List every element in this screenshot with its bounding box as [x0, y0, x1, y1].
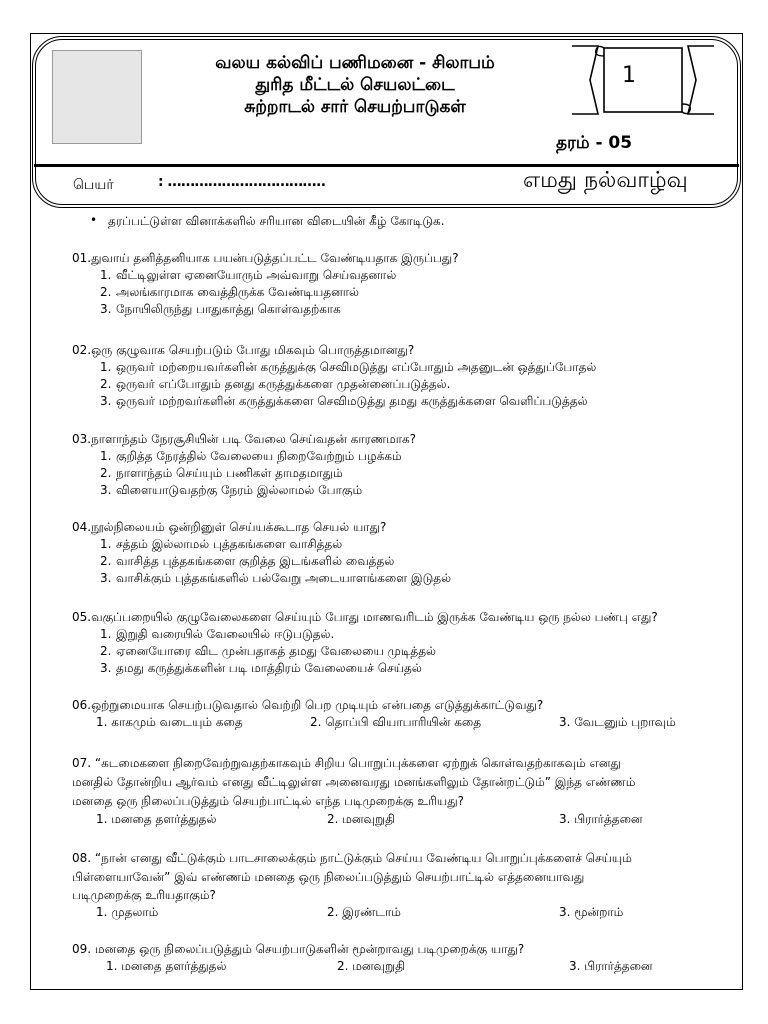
question-4: [72, 519, 758, 587]
option-3[interactable]: 3. நோயிலிருந்து பாதுகாத்து கொள்வதற்காக: [100, 302, 341, 316]
header-titles: [190, 52, 520, 118]
question-stem: 01.துவாய் தனித்தனியாக பயன்படுத்தப்பட்ட வேண்டியதாக இருப்பது?: [72, 251, 459, 265]
options-row: [72, 904, 758, 921]
question-line: மனதில் தோன்றிய ஆர்வம் எனது வீட்டிலுள்ள அனைவரது மனங்களிலும் தோன்றட்டும்” இந்த எண்ணம்: [72, 775, 636, 789]
options-row: [72, 714, 758, 731]
option-1[interactable]: 1. சத்தம் இல்லாமல் புத்தகங்களை வாசித்தல்: [100, 537, 343, 551]
option-1[interactable]: 1. வீட்டிலுள்ள ஏனையோரும் அவ்வாறு செய்வதனால்: [100, 268, 397, 282]
sheet-number: 1: [622, 63, 636, 88]
question-line: படிமுறைக்கு உரியதாகும்?: [72, 888, 216, 902]
question-stem: 02.ஒரு குழுவாக செயற்படும் போது மிகவும் பொருத்தமானது?: [72, 343, 415, 357]
name-label: பெயர்: [73, 177, 114, 193]
question-stem: 09. மனதை ஒரு நிலைப்படுத்தும் செயற்பாடுகளின் மூன்றாவது படிமுறைக்கு யாது?: [72, 942, 525, 956]
option-2[interactable]: 2. நாளாந்தம் செய்யும் பணிகள் தாமதமாதும்: [100, 466, 343, 480]
question-stem: 04.நூல்நிலையம் ஒன்றினுள் செய்யக்கூடாத செயல் யாது?: [72, 520, 387, 534]
question-stem: 06.ஒற்றுமையாக செயற்படுவதால் வெற்றி பெற முடியும் என்பதை எடுத்துக்காட்டுவது?: [72, 698, 544, 712]
option-2[interactable]: 2. ஒருவர் எப்போதும் தனது கருத்துக்களை முதன்னைப்படுத்தல்.: [100, 377, 451, 391]
option-2[interactable]: 2. மனவுறுதி: [337, 959, 405, 973]
option-2[interactable]: 2. அலங்காரமாக வைத்திருக்க வேண்டியதனால்: [100, 285, 359, 299]
option-2[interactable]: 2. மனவுறுதி: [327, 812, 395, 826]
title-line-2: துரித மீட்டல் செயலட்டை: [255, 75, 455, 95]
grade-label: தரம் - 05: [556, 133, 633, 153]
option-2[interactable]: 2. இரண்டாம்: [327, 905, 401, 919]
bullet-icon: •: [90, 213, 98, 227]
question-2: [72, 342, 758, 410]
option-1[interactable]: 1. இறுதி வரையில் வேலையில் ஈடுபடுதல்.: [100, 627, 335, 641]
option-3[interactable]: 3. பிரார்த்தனை: [559, 812, 643, 826]
option-2[interactable]: 2. தொப்பி வியாபாரியின் கதை: [310, 715, 482, 729]
instruction: [90, 213, 445, 230]
motto-text: எமது நல்வாழ்வு: [523, 168, 688, 193]
options-row: [72, 811, 758, 828]
option-1[interactable]: 1. காகமும் வடையும் கதை: [96, 715, 243, 729]
question-7: [72, 754, 758, 828]
option-1[interactable]: 1. மனதை தளர்த்துதல்: [96, 812, 217, 826]
option-1[interactable]: 1. முதலாம்: [96, 905, 159, 919]
option-3[interactable]: 3. மூன்றாம்: [559, 905, 624, 919]
question-stem: 03.நாளாந்தம் நேரசூசியின் படி வேலை செய்வதன் காரணமாக?: [72, 432, 417, 446]
option-3[interactable]: 3. தமது கருத்துக்களின் படி மாத்திரம் வேலையைச் செய்தல்: [100, 661, 422, 675]
option-3[interactable]: 3. விளையாடுவதற்கு நேரம் இல்லாமல் போகும்: [100, 483, 363, 497]
option-2[interactable]: 2. வாசித்த புத்தகங்களை குறித்த இடங்களில் வைத்தல்: [100, 554, 395, 568]
options-row: [72, 958, 758, 975]
header-divider: [34, 164, 739, 167]
question-line: மனதை ஒரு நிலைப்படுத்தும் செயற்பாட்டில் எந்த படிமுறைக்கு உரியது?: [72, 794, 464, 808]
question-line: 07. “கடமைகளை நிறைவேற்றுவதற்காகவும் சிறிய பொறுப்புக்களை ஏற்றுக் கொள்வதற்காகவும் எனது: [72, 756, 621, 770]
question-8: [72, 849, 758, 921]
option-3[interactable]: 3. ஒருவர் மற்றவர்களின் கருத்துக்களை செவிமடுத்து தமது கருத்துக்களை வெளிப்படுத்தல்: [100, 394, 588, 408]
question-line: 08. “நான் எனது வீட்டுக்கும் பாடசாலைக்கும் நாட்டுக்கும் செய்ய வேண்டிய பொறுப்புக்களைச் செய்யும்: [72, 851, 632, 865]
question-9: [72, 941, 758, 975]
question-line: பிள்ளையாவேன்” இவ் எண்ணம் மனதை ஒரு நிலைப்படுத்தும் செயற்பாட்டில் எத்தனையாவது: [72, 870, 585, 884]
option-1[interactable]: 1. மனதை தளர்த்துதல்: [106, 959, 227, 973]
scroll-emblem: [568, 42, 718, 118]
instruction-text: தரப்பட்டுள்ள வினாக்களில் சரியான விடையின் கீழ் கோடிடுக.: [108, 214, 445, 228]
title-line-3: சுற்றாடல் சார் செயற்பாடுகள்: [244, 97, 466, 117]
title-line-1: வலய கல்விப் பணிமனை - சிலாபம்: [215, 53, 495, 73]
climbing-student-logo: [52, 50, 142, 144]
option-3[interactable]: 3. பிரார்த்தனை: [569, 959, 653, 973]
name-field[interactable]: : ……………………………..: [158, 174, 326, 190]
question-stem: 05.வகுப்பறையில் குழுவேலைகளை செய்யும் போது மாணவரிடம் இருக்க வேண்டிய ஒரு நல்ல பண்பு எது?: [72, 610, 658, 624]
question-3: [72, 431, 758, 499]
question-1: [72, 250, 758, 318]
option-3[interactable]: 3. வேடனும் புறாவும்: [559, 715, 676, 729]
question-6: [72, 697, 758, 731]
option-1[interactable]: 1. குறித்த நேரத்தில் வேலையை நிறைவேற்றும் பழக்கம்: [100, 449, 402, 463]
option-3[interactable]: 3. வாசிக்கும் புத்தகங்களில் பல்வேறு அடையாளங்களை இடுதல்: [100, 571, 452, 585]
option-1[interactable]: 1. ஒருவர் மற்றையவர்களின் கருத்துக்கு செவிமடுத்து எப்போதும் அதனுடன் ஒத்துப்போதல்: [100, 360, 597, 374]
question-5: [72, 609, 758, 677]
option-2[interactable]: 2. ஏனையோரை விட முன்பதாகத் தமது வேலையை முடித்தல்: [100, 644, 437, 658]
